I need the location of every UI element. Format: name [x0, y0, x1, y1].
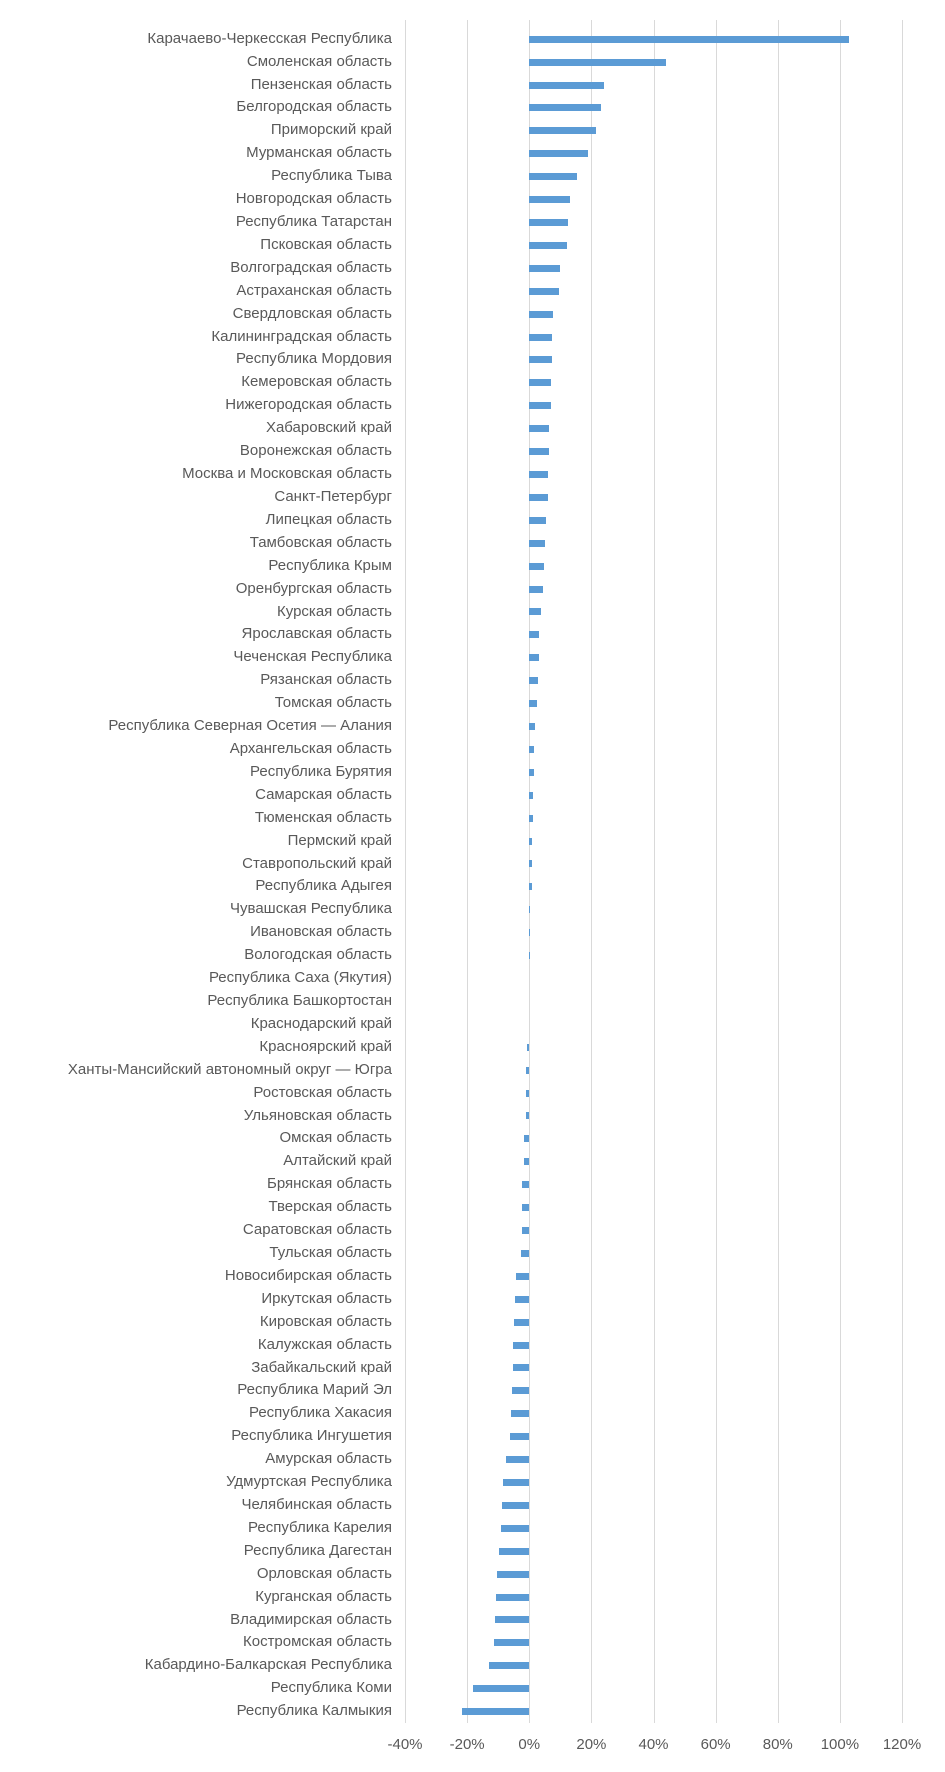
- x-axis-tick-label: 20%: [576, 1736, 607, 1753]
- category-label: Новосибирская область: [224, 1266, 392, 1284]
- category-label: Калининградская область: [211, 327, 392, 345]
- bar: [529, 471, 548, 478]
- bar: [529, 127, 596, 134]
- category-label: Пензенская область: [250, 75, 392, 93]
- category-label: Ульяновская область: [243, 1106, 392, 1124]
- bar: [529, 494, 547, 501]
- category-label: Республика Мордовия: [236, 350, 392, 368]
- gridline: [902, 20, 903, 1723]
- category-label: Ханты-Мансийский автономный округ — Югра: [67, 1060, 392, 1078]
- category-label: Воронежская область: [239, 442, 392, 460]
- category-label: Челябинская область: [241, 1495, 392, 1513]
- category-label: Ярославская область: [241, 625, 392, 643]
- x-axis-tick-label: -20%: [449, 1736, 485, 1753]
- category-label: Смоленская область: [246, 52, 392, 70]
- category-label: Ростовская область: [253, 1083, 392, 1101]
- category-label: Краснодарский край: [250, 1014, 392, 1032]
- category-label: Хабаровский край: [265, 419, 392, 437]
- bar: [529, 700, 537, 707]
- bar: [529, 540, 545, 547]
- bar: [506, 1456, 529, 1463]
- bar: [529, 563, 544, 570]
- category-label: Республика Тыва: [271, 167, 392, 185]
- category-label: Нижегородская область: [225, 396, 392, 414]
- bar: [529, 608, 540, 615]
- bar: [529, 59, 666, 66]
- x-axis-tick-label: 120%: [882, 1736, 922, 1753]
- category-label: Костромская область: [242, 1633, 392, 1651]
- bar: [496, 1594, 529, 1601]
- gridline: [654, 20, 655, 1723]
- category-label: Рязанская область: [260, 671, 392, 689]
- category-label: Республика Калмыкия: [236, 1702, 392, 1720]
- bar: [526, 1067, 529, 1074]
- bar: [529, 792, 533, 799]
- category-label: Республика Саха (Якутия): [208, 969, 392, 987]
- bar: [529, 677, 538, 684]
- category-label: Республика Марий Эл: [237, 1381, 392, 1399]
- bar: [529, 586, 543, 593]
- category-label: Белгородская область: [236, 98, 392, 116]
- category-label: Республика Башкортостан: [207, 991, 392, 1009]
- gridline: [840, 20, 841, 1723]
- bar: [529, 196, 569, 203]
- bar: [526, 1090, 529, 1097]
- category-label: Омская область: [279, 1129, 392, 1147]
- bar: [522, 1181, 529, 1188]
- bar: [529, 517, 546, 524]
- bar: [515, 1296, 529, 1303]
- category-label: Республика Дагестан: [243, 1541, 392, 1559]
- gridline: [405, 20, 406, 1723]
- gridline: [529, 20, 530, 1723]
- bar: [529, 288, 559, 295]
- bar: [503, 1479, 530, 1486]
- category-label: Ивановская область: [250, 923, 392, 941]
- bar: [529, 36, 849, 43]
- bar: [497, 1571, 529, 1578]
- bar: [529, 356, 552, 363]
- category-label: Приморский край: [270, 121, 392, 139]
- bar: [462, 1708, 529, 1715]
- category-label: Республика Татарстан: [235, 213, 392, 231]
- category-label: Калужская область: [257, 1335, 392, 1353]
- bar: [514, 1319, 529, 1326]
- category-label: Липецкая область: [265, 510, 392, 528]
- bar: [513, 1364, 529, 1371]
- category-label: Иркутская область: [261, 1289, 392, 1307]
- bar: [529, 425, 549, 432]
- category-label: Республика Карелия: [248, 1518, 392, 1536]
- bar: [521, 1250, 529, 1257]
- bar: [529, 631, 539, 638]
- bar: [529, 906, 530, 913]
- category-label: Саратовская область: [242, 1221, 392, 1239]
- category-label: Алтайский край: [283, 1152, 392, 1170]
- bar: [522, 1227, 529, 1234]
- category-label: Мурманская область: [246, 144, 392, 162]
- bar: [529, 952, 530, 959]
- bar: [522, 1204, 529, 1211]
- bar: [529, 860, 531, 867]
- category-label: Тверская область: [268, 1198, 392, 1216]
- bar: [529, 746, 534, 753]
- bar: [529, 242, 566, 249]
- bar: [529, 150, 588, 157]
- category-label: Амурская область: [265, 1450, 392, 1468]
- bar: [501, 1525, 529, 1532]
- bar: [473, 1685, 529, 1692]
- category-label: Архангельская область: [229, 739, 392, 757]
- gridline: [778, 20, 779, 1723]
- category-label: Оренбургская область: [235, 579, 392, 597]
- bar: [526, 1112, 529, 1119]
- bar: [529, 769, 534, 776]
- category-label: Новгородская область: [235, 190, 392, 208]
- bar: [529, 929, 530, 936]
- gridline: [591, 20, 592, 1723]
- category-label: Чувашская Республика: [230, 900, 392, 918]
- bar: [529, 815, 532, 822]
- category-label: Республика Коми: [270, 1679, 392, 1697]
- gridline: [716, 20, 717, 1723]
- bar: [529, 883, 531, 890]
- category-label: Тюменская область: [254, 808, 392, 826]
- category-label: Пермский край: [287, 831, 392, 849]
- bar: [489, 1662, 529, 1669]
- bar: [529, 311, 553, 318]
- category-label: Республика Крым: [268, 556, 392, 574]
- category-label: Удмуртская Республика: [226, 1473, 392, 1491]
- category-label: Астраханская область: [236, 281, 392, 299]
- bar: [529, 379, 551, 386]
- category-label: Республика Северная Осетия — Алания: [108, 717, 392, 735]
- category-label: Волгоградская область: [230, 258, 392, 276]
- bar: [511, 1410, 529, 1417]
- category-label: Владимирская область: [230, 1610, 392, 1628]
- x-axis-tick-label: 60%: [700, 1736, 731, 1753]
- category-label: Тамбовская область: [249, 533, 392, 551]
- bar: [494, 1639, 529, 1646]
- category-label: Курганская область: [255, 1587, 392, 1605]
- category-label: Свердловская область: [232, 304, 392, 322]
- category-label: Москва и Московская область: [182, 465, 392, 483]
- category-label: Республика Бурятия: [250, 762, 392, 780]
- bar: [529, 82, 604, 89]
- bar: [524, 1135, 529, 1142]
- gridline: [467, 20, 468, 1723]
- bar: [529, 448, 548, 455]
- category-label: Республика Хакасия: [248, 1404, 392, 1422]
- category-label: Кабардино-Балкарская Республика: [144, 1656, 392, 1674]
- x-axis-tick-label: 40%: [638, 1736, 669, 1753]
- x-axis-tick-label: 0%: [518, 1736, 541, 1753]
- category-label: Забайкальский край: [251, 1358, 392, 1376]
- bar: [495, 1616, 529, 1623]
- bar: [516, 1273, 529, 1280]
- category-label: Республика Адыгея: [255, 877, 392, 895]
- category-label: Кировская область: [259, 1312, 392, 1330]
- bar: [529, 723, 534, 730]
- bar: [499, 1548, 529, 1555]
- bar: [529, 654, 539, 661]
- bar: [529, 334, 552, 341]
- bar: [529, 173, 577, 180]
- category-label: Самарская область: [255, 785, 392, 803]
- category-label: Брянская область: [267, 1175, 392, 1193]
- bar: [510, 1433, 529, 1440]
- x-axis-tick-label: -40%: [387, 1736, 423, 1753]
- bar: [524, 1158, 530, 1165]
- bar: [529, 265, 559, 272]
- category-label: Карачаево-Черкесская Республика: [147, 29, 392, 47]
- category-label: Красноярский край: [259, 1037, 392, 1055]
- category-label: Ставропольский край: [242, 854, 392, 872]
- bar: [529, 219, 568, 226]
- bar: [529, 838, 532, 845]
- bar: [529, 104, 600, 111]
- category-label: Вологодская область: [244, 946, 392, 964]
- x-axis-tick-label: 100%: [820, 1736, 860, 1753]
- bar: [502, 1502, 529, 1509]
- bar: [527, 1044, 529, 1051]
- bar: [529, 402, 550, 409]
- category-label: Псковская область: [260, 235, 392, 253]
- category-label: Республика Ингушетия: [231, 1427, 392, 1445]
- category-label: Кемеровская область: [241, 373, 392, 391]
- category-label: Санкт-Петербург: [274, 487, 392, 505]
- category-label: Тульская область: [269, 1243, 392, 1261]
- category-label: Чеченская Республика: [233, 648, 392, 666]
- bar: [513, 1342, 529, 1349]
- category-label: Томская область: [274, 694, 392, 712]
- x-axis-tick-label: 80%: [762, 1736, 793, 1753]
- bar: [512, 1387, 529, 1394]
- category-label: Орловская область: [256, 1564, 392, 1582]
- category-label: Курская область: [277, 602, 392, 620]
